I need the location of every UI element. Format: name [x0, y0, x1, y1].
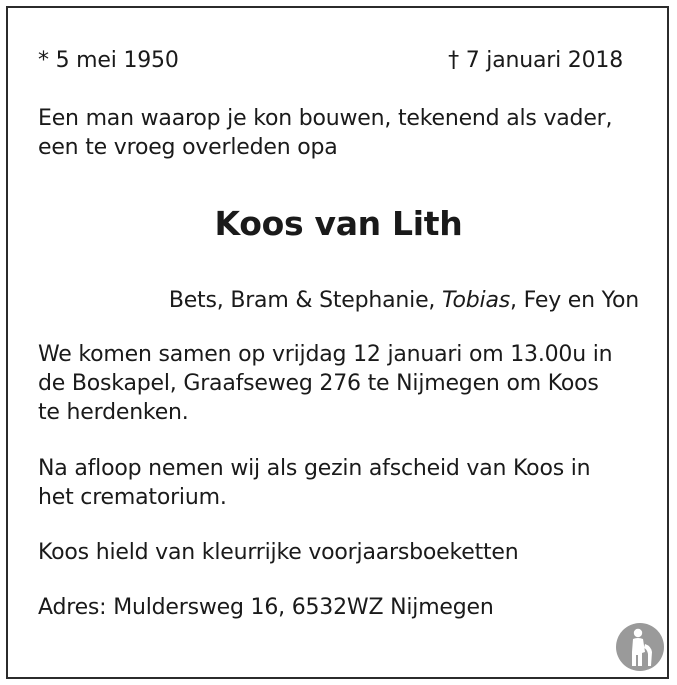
family-names-part: Bets, Bram & Stephanie, — [168, 288, 442, 313]
gathering-line: de Boskapel, Graafseweg 276 te Nijmegen om Koos — [38, 371, 599, 396]
intro-line: een te vroeg overleden opa — [38, 135, 338, 160]
farewell-line: Na afloop nemen wij als gezin afscheid van Koos in — [38, 456, 591, 481]
family-names — [169, 286, 639, 315]
address-text: Adres: Muldersweg 16, 6532WZ Nijmegen — [38, 595, 494, 620]
farewell-text — [38, 454, 590, 512]
death-date: † 7 januari 2018 — [448, 48, 623, 73]
intro-text — [38, 104, 612, 162]
intro-line: Een man waarop je kon bouwen, tekenend als vader, — [38, 106, 613, 131]
gathering-line: te herdenken. — [38, 400, 189, 425]
deceased-name: Koos van Lith — [214, 204, 463, 243]
family-names-part: , Fey en Yon — [510, 288, 639, 313]
flowers-text: Koos hield van kleurrijke voorjaarsboeketten — [38, 540, 519, 565]
gathering-line: We komen samen op vrijdag 12 januari om 13.00u in — [38, 342, 613, 367]
memorial-figure-logo-icon — [615, 622, 665, 672]
farewell-line: het crematorium. — [38, 485, 227, 510]
birth-date: * 5 mei 1950 — [38, 48, 179, 73]
gathering-text — [38, 340, 612, 427]
family-names-italic: Tobias — [442, 288, 511, 313]
